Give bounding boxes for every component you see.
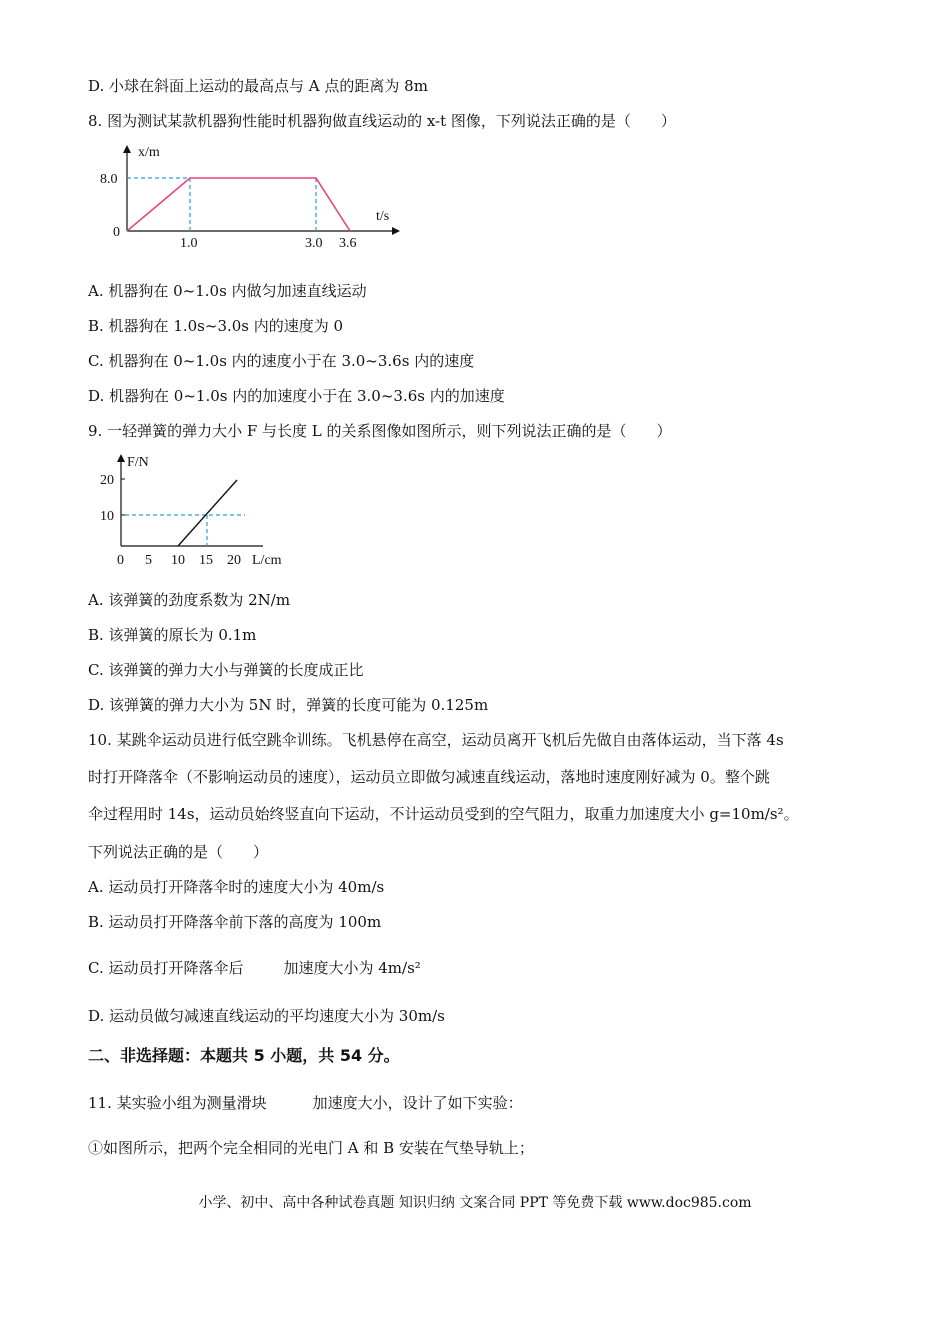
question-8: 8. 图为测试某款机器狗性能时机器狗做直线运动的 x-t 图像，下列说法正确的是（ ） [88, 112, 676, 130]
option-10c-part1: C. 运动员打开降落伞后 [88, 959, 244, 977]
option-10c [88, 958, 421, 978]
y-axis-arrow [123, 145, 131, 153]
x-tick-label: 10 [171, 553, 185, 568]
option-8d: D. 机器狗在 0~1.0s 内的加速度小于在 3.0~3.6s 内的加速度 [88, 387, 505, 405]
x-tick-label: 20 [227, 553, 241, 568]
y-tick-label: 10 [100, 509, 114, 524]
option-9c: C. 该弹簧的弹力大小与弹簧的长度成正比 [88, 661, 364, 679]
question-10-line2: 时打开降落伞（不影响运动员的速度），运动员立即做匀减速直线运动，落地时速度刚好减为 0。整个跳 [88, 768, 770, 786]
option-9a: A. 该弹簧的劲度系数为 2N/m [88, 591, 291, 609]
x-tick-label: 3.0 [305, 236, 323, 251]
x-axis-label: L/cm [252, 553, 282, 568]
option-10a: A. 运动员打开降落伞时的速度大小为 40m/s [88, 878, 385, 896]
x-tick-label: 3.6 [339, 236, 357, 251]
page-footer[interactable]: 小学、初中、高中各种试卷真题 知识归纳 文案合同 PPT 等免费下载 www.doc985.com [198, 1195, 752, 1211]
option-8b: B. 机器狗在 1.0s~3.0s 内的速度为 0 [88, 317, 344, 335]
option-8c: C. 机器狗在 0~1.0s 内的速度小于在 3.0~3.6s 内的速度 [88, 352, 475, 370]
y-tick-label: 20 [100, 473, 114, 488]
option-9b: B. 该弹簧的原长为 0.1m [88, 626, 257, 644]
option-7d: D. 小球在斜面上运动的最高点与 A 点的距离为 8m [88, 77, 428, 95]
y-axis-label: F/N [127, 455, 149, 470]
question-11-step1: ①如图所示，把两个完全相同的光电门 A 和 B 安装在气垫导轨上； [88, 1139, 534, 1157]
x-tick-label: 15 [199, 553, 213, 568]
x-axis-label: t/s [376, 209, 390, 224]
x-axis-arrow [392, 227, 400, 235]
option-10b: B. 运动员打开降落伞前下落的高度为 100m [88, 913, 382, 931]
question-9: 9. 一轻弹簧的弹力大小 F 与长度 L 的关系图像如图所示，则下列说法正确的是（ ） [88, 422, 672, 440]
section-heading: 二、非选择题：本题共 5 小题，共 54 分。 [88, 1046, 400, 1065]
question-10-line4: 下列说法正确的是（ ） [88, 843, 269, 861]
fl-graph [95, 448, 295, 570]
x-tick-label: 1.0 [180, 236, 198, 251]
question-11-part2: 加速度大小，设计了如下实验： [312, 1094, 523, 1112]
origin-label: 0 [113, 225, 120, 240]
option-10c-part2: 加速度大小为 4m/s² [283, 959, 421, 977]
question-11-part1: 11. 某实验小组为测量滑块 [88, 1094, 267, 1112]
y-axis-arrow [117, 454, 125, 462]
xt-graph [100, 140, 410, 255]
x-tick-label: 5 [145, 553, 152, 568]
question-10-line1: 10. 某跳伞运动员进行低空跳伞训练。飞机悬停在高空，运动员离开飞机后先做自由落体运动，当下落 4s [88, 731, 784, 749]
question-10-line3: 伞过程用时 14s，运动员始终竖直向下运动，不计运动员受到的空气阻力，取重力加速度大小 g=10m/s²。 [88, 805, 799, 823]
x-tick-label: 0 [117, 553, 124, 568]
question-11-line1 [88, 1093, 523, 1113]
option-8a: A. 机器狗在 0~1.0s 内做匀加速直线运动 [88, 282, 367, 300]
option-9d: D. 该弹簧的弹力大小为 5N 时，弹簧的长度可能为 0.125m [88, 696, 489, 714]
y-tick-label: 8.0 [100, 172, 118, 187]
y-axis-label: x/m [138, 145, 160, 160]
option-10d: D. 运动员做匀减速直线运动的平均速度大小为 30m/s [88, 1007, 445, 1025]
